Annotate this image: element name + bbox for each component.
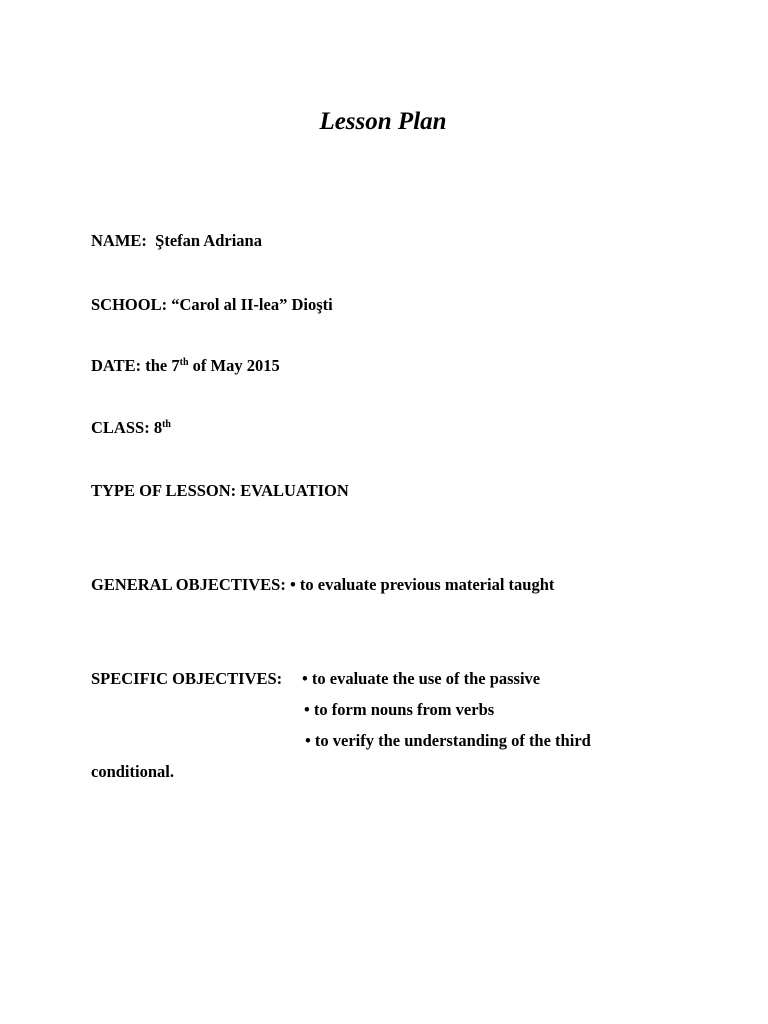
school-line bbox=[91, 295, 333, 315]
name-value: Ştefan Adriana bbox=[155, 231, 262, 250]
specific-objective-continuation: conditional. bbox=[91, 762, 174, 781]
name-line bbox=[91, 231, 262, 251]
document-title: Lesson Plan bbox=[319, 108, 447, 135]
type-of-lesson-line bbox=[91, 481, 349, 501]
class-value: 8 bbox=[153, 418, 163, 437]
date-suffix: of May 2015 bbox=[188, 356, 280, 375]
name-label: NAME: bbox=[91, 231, 147, 250]
date-label: DATE: bbox=[91, 356, 142, 375]
class-line bbox=[91, 418, 171, 438]
general-objective-item: • to evaluate previous material taught bbox=[289, 575, 555, 594]
specific-objective-item: • to form nouns from verbs bbox=[304, 700, 495, 719]
specific-objective-item: • to evaluate the use of the passive bbox=[302, 669, 541, 688]
type-of-lesson-value: EVALUATION bbox=[240, 481, 349, 500]
general-objectives-line bbox=[91, 575, 554, 595]
date-prefix: the 7 bbox=[145, 356, 180, 375]
type-of-lesson-label: TYPE OF LESSON: bbox=[91, 481, 237, 500]
school-value: “Carol al II-lea” Dioşti bbox=[171, 295, 333, 314]
school-label: SCHOOL: bbox=[91, 295, 168, 314]
general-objectives-label: GENERAL OBJECTIVES: bbox=[91, 575, 286, 594]
specific-objective-item: • to verify the understanding of the third bbox=[305, 731, 591, 750]
date-line bbox=[91, 356, 280, 376]
class-superscript: th bbox=[162, 419, 171, 430]
class-label: CLASS: bbox=[91, 418, 150, 437]
specific-objectives-line bbox=[91, 669, 282, 689]
date-superscript: th bbox=[179, 357, 189, 368]
specific-objectives-label: SPECIFIC OBJECTIVES: bbox=[91, 669, 283, 688]
